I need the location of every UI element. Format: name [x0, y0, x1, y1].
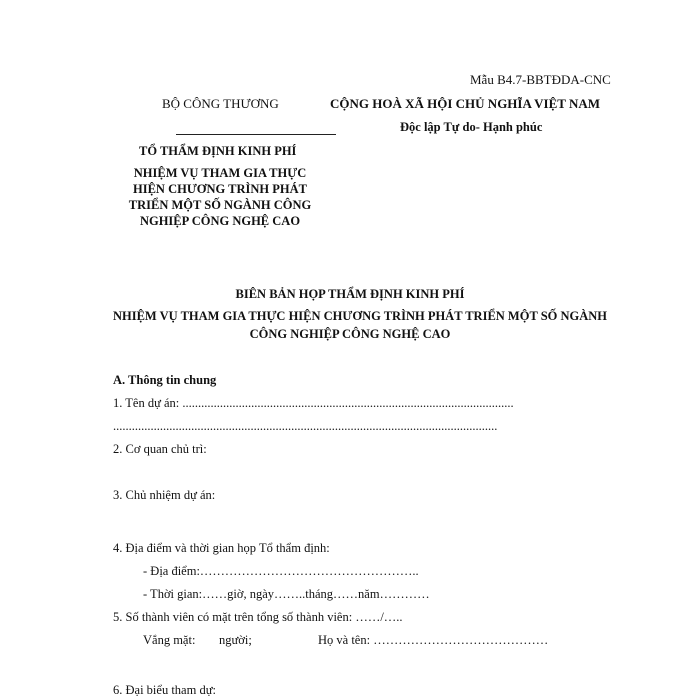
project-name-field: 1. Tên dự án: .......................................................................................................... — [113, 396, 514, 410]
host-agency-field: 2. Cơ quan chủ trì: — [113, 442, 207, 456]
motto: Độc lập Tự do- Hạnh phúc — [400, 120, 543, 134]
document-title-line-2: NHIỆM VỤ THAM GIA THỰC HIỆN CHƯƠNG TRÌNH PHÁT TRIỂN MỘT SỐ NGÀNH — [112, 309, 608, 323]
mission-line-2: HIỆN CHƯƠNG TRÌNH PHÁT — [133, 182, 307, 196]
attendance-field: 5. Số thành viên có mặt trên tổng số thành viên: ……/….. — [113, 610, 403, 624]
absent-names-field: Họ và tên: …………………………………… — [318, 633, 549, 647]
ministry-name: BỘ CÔNG THƯƠNG — [162, 96, 279, 111]
section-a-heading: A. Thông tin chung — [113, 373, 217, 387]
country-name: CỘNG HOÀ XÃ HỘI CHỦ NGHĨA VIỆT NAM — [330, 96, 601, 111]
meeting-location-time-label: 4. Địa điểm và thời gian họp Tổ thẩm định: — [113, 541, 330, 555]
document-title-line-3: CÔNG NGHIỆP CÔNG NGHỆ CAO — [249, 327, 451, 341]
absent-unit: người; — [219, 633, 252, 647]
committee-name: TỔ THẨM ĐỊNH KINH PHÍ — [139, 144, 297, 158]
project-name-continuation: ........................................................................................................................... — [113, 419, 498, 433]
mission-line-1: NHIỆM VỤ THAM GIA THỰC — [133, 166, 307, 180]
mission-line-3: TRIỂN MỘT SỐ NGÀNH CÔNG — [128, 198, 312, 212]
mission-line-4: NGHIỆP CÔNG NGHỆ CAO — [139, 214, 301, 228]
guests-field: 6. Đại biểu tham dự: — [113, 683, 216, 697]
document-title-line-1: BIÊN BẢN HỌP THẨM ĐỊNH KINH PHÍ — [235, 287, 465, 301]
header-divider — [176, 134, 336, 135]
project-manager-field: 3. Chủ nhiệm dự án: — [113, 488, 216, 502]
absent-label: Vắng mặt: — [143, 633, 196, 647]
meeting-place-field: - Địa điểm:…………………………………………….. — [143, 564, 419, 578]
form-code: Mẫu B4.7-BBTĐDA-CNC — [470, 72, 611, 87]
meeting-time-field: - Thời gian:……giờ, ngày……..tháng……năm………… — [143, 587, 430, 601]
